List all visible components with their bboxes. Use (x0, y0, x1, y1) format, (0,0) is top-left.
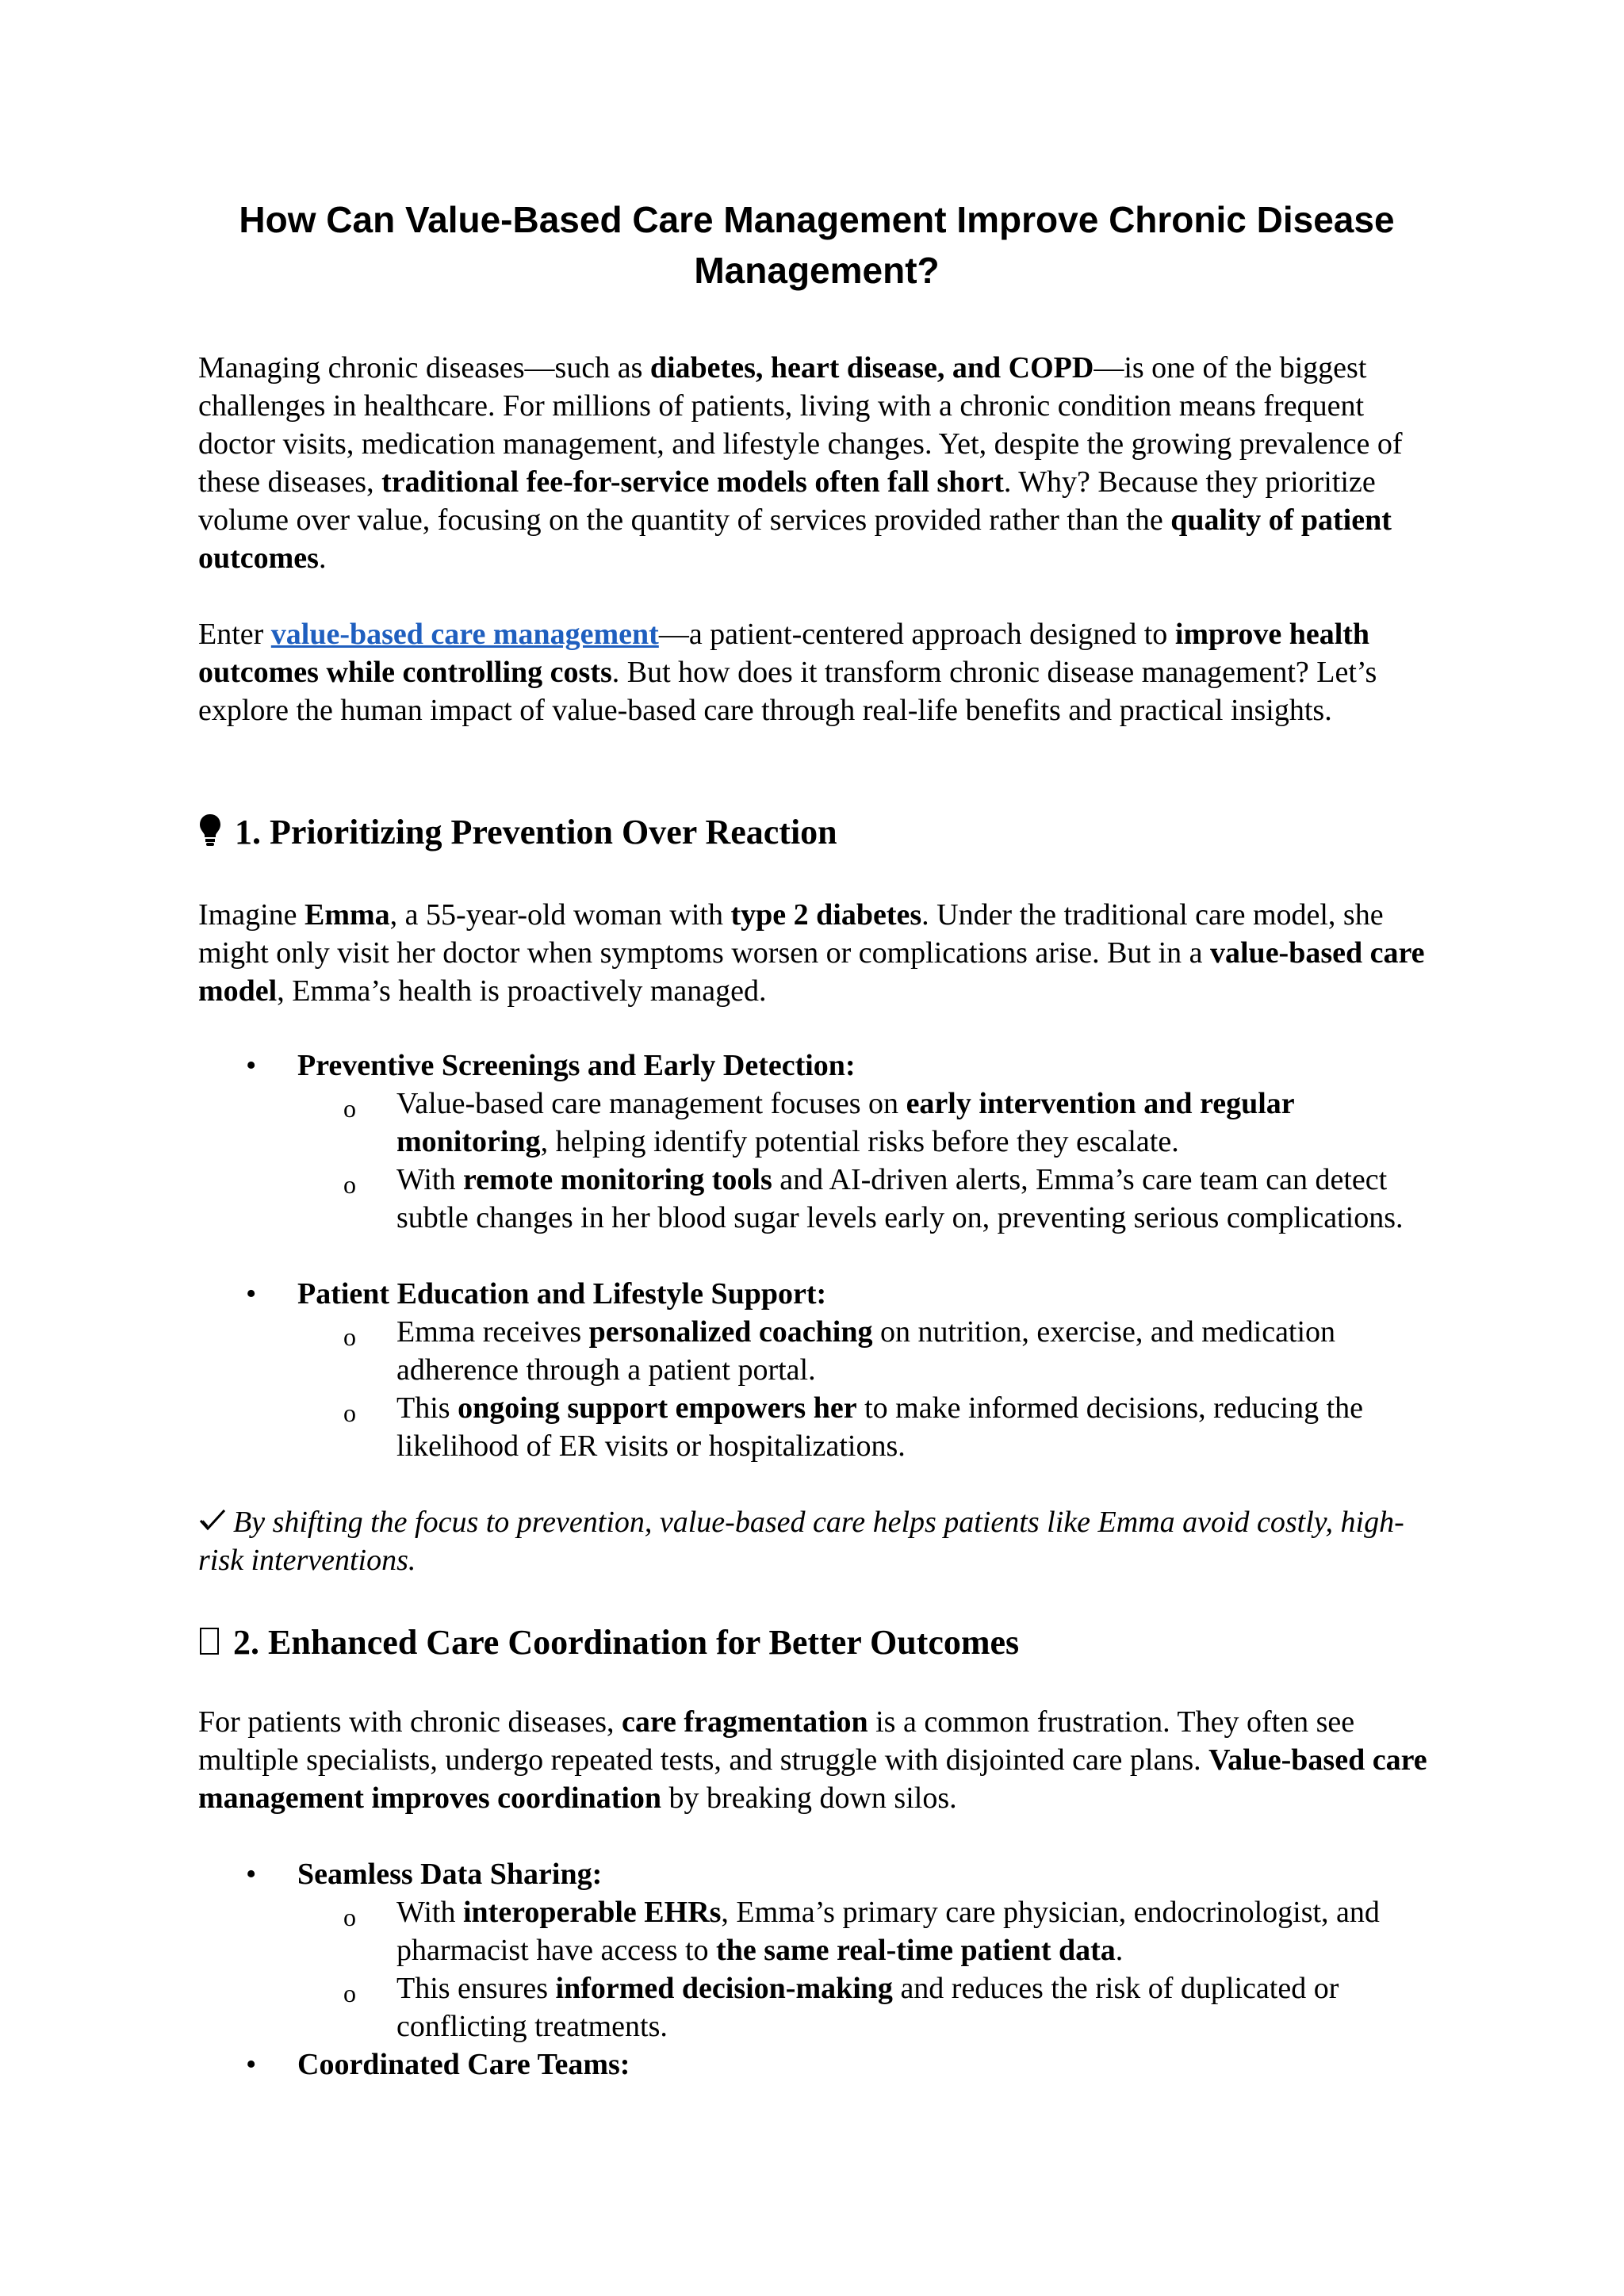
section-1-heading: 1. Prioritizing Prevention Over Reaction (198, 810, 837, 859)
intro-paragraph-1: Managing chronic diseases—such as diabetes, heart disease, and COPD—is one of the biggest challenges in healthcare. For millions of patients, living with a chronic condition means frequent doctor visits, medication management, and lifestyle changes. Yet, despite the growing prevalence of these diseases, traditional fee-for-service models often fall short. Why? Because they prioritize volume over value, focusing on the quantity of services provided rather than the quality of patient outcomes. (198, 351, 1403, 575)
bullet-icon: • (246, 1277, 257, 1311)
circle-bullet-icon: o (343, 1170, 356, 1199)
missing-glyph-icon (198, 1624, 220, 1668)
section-1-takeaway: By shifting the focus to prevention, value-based care helps patients like Emma avoid costly, high-risk interventions. (198, 1503, 1435, 1579)
circle-bullet-icon: o (343, 1322, 356, 1351)
circle-bullet-icon: o (343, 1903, 356, 1931)
lightbulb-icon (198, 813, 222, 859)
bullet-icon: • (246, 1858, 257, 1891)
checkmark-icon (198, 1503, 227, 1541)
section-1-paragraph: Imagine Emma, a 55-year-old woman with type 2 diabetes. Under the traditional care model, she might only visit her doctor when symptoms worsen or complications arise. But in a value-based care model, Emma’s health is proactively managed. (198, 898, 1425, 1008)
section-2-heading: 2. Enhanced Care Coordination for Better Outcomes (198, 1621, 1019, 1668)
circle-bullet-icon: o (343, 1094, 356, 1123)
value-based-care-link[interactable]: value-based care management (270, 618, 659, 651)
circle-bullet-icon: o (343, 1399, 356, 1427)
bullet-icon: • (246, 1049, 257, 1082)
circle-bullet-icon: o (343, 1979, 356, 2007)
intro-paragraph-2: Enter value-based care management—a patient-centered approach designed to improve health outcomes while controlling costs. But how does it transform chronic disease management? Let’s explore the human impact of value-based care through real-life benefits and practical insights. (198, 618, 1377, 727)
section-2-paragraph: For patients with chronic diseases, care fragmentation is a common frustration. They often see multiple specialists, undergo repeated tests, and struggle with disjointed care plans. Value-based care management improves coordination by breaking down silos. (198, 1705, 1427, 1815)
page-title: How Can Value-Based Care Management Improve Chronic Disease Management? (239, 199, 1395, 291)
bullet-icon: • (246, 2048, 257, 2081)
